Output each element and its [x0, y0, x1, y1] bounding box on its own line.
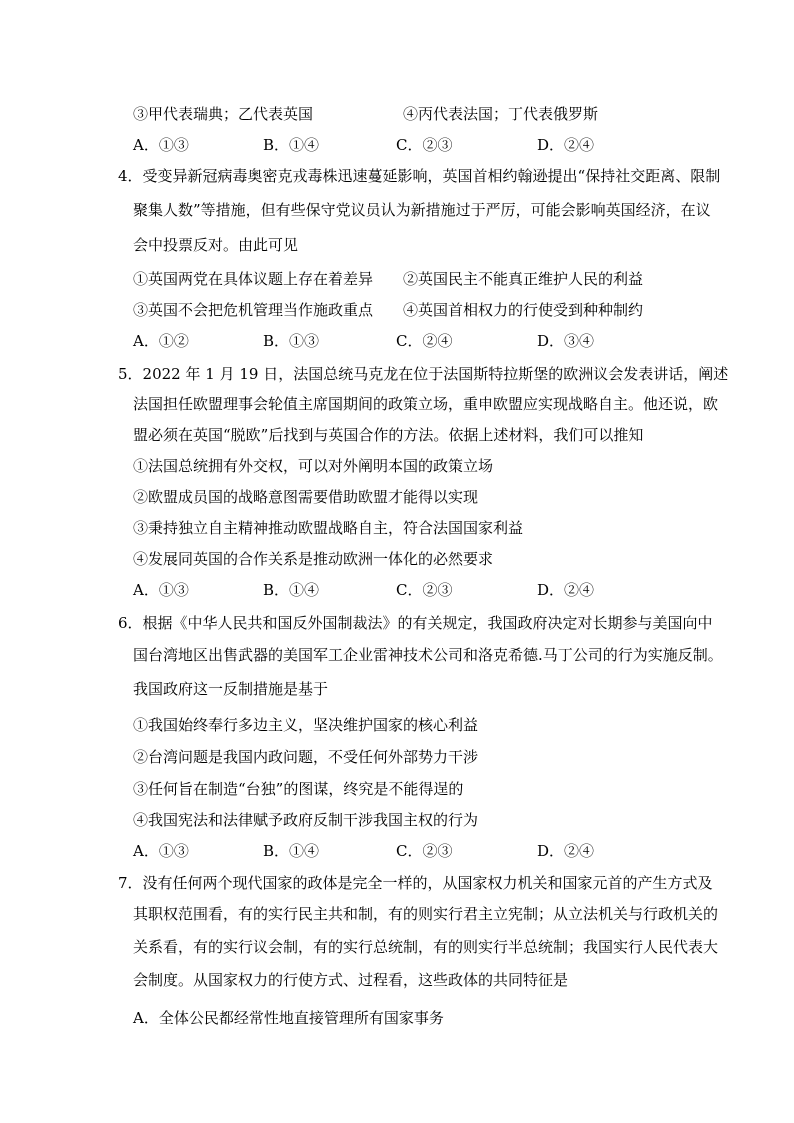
q5-stem-line-1: 5．2022 年 1 月 19 日，法国总统马克龙在位于法国斯特拉斯堡的欧洲议会发表讲话，阐述: [118, 365, 729, 383]
q4-item-2: ②英国民主不能真正维护人民的利益: [403, 270, 644, 288]
q5-item-3: ③秉持独立自主精神推动欧盟战略自主，符合法国国家利益: [133, 519, 524, 537]
q4-stem-line-2: 聚集人数”等措施，但有些保守党议员认为新措施过于严厉，可能会影响英国经济，在议: [133, 201, 711, 219]
q6-option-b: B．①④: [263, 842, 320, 860]
q6-option-c: C．②③: [396, 842, 453, 860]
q5-stem-line-3: 盟必须在英国“脱欧”后找到与英国合作的方法。依据上述材料，我们可以推知: [133, 426, 644, 444]
q5-item-1: ①法国总统拥有外交权，可以对外阐明本国的政策立场: [133, 457, 494, 475]
q5-item-2: ②欧盟成员国的战略意图需要借助欧盟才能得以实现: [133, 488, 479, 506]
q6-item-4: ④我国宪法和法律赋予政府反制干涉我国主权的行为: [133, 811, 479, 829]
q6-item-3: ③任何旨在制造“台独”的图谋，终究是不能得逞的: [133, 780, 464, 798]
q7-option-a: A．全体公民都经常性地直接管理所有国家事务: [133, 1009, 444, 1027]
q7-stem-line-1: 7．没有任何两个现代国家的政体是完全一样的，从国家权力机关和国家元首的产生方式及: [118, 874, 713, 892]
q6-stem-line-3: 我国政府这一反制措施是基于: [133, 680, 329, 698]
q5-stem-line-2: 法国担任欧盟理事会轮值主席国期间的政策立场，重申欧盟应实现战略自主。他还说，欧: [133, 395, 719, 413]
q7-stem-line-4: 会制度。从国家权力的行使方式、过程看，这些政体的共同特征是: [133, 971, 569, 989]
q3-option-a: A．①③: [133, 136, 189, 154]
q5-option-d: D．②④: [537, 581, 595, 599]
q3-option-c: C．②③: [396, 136, 453, 154]
q6-item-1: ①我国始终奉行多边主义，坚决维护国家的核心利益: [133, 716, 479, 734]
q4-option-b: B．①③: [263, 332, 320, 350]
q5-item-4: ④发展同英国的合作关系是推动欧洲一体化的必然要求: [133, 550, 494, 568]
q3-option-d: D．②④: [537, 136, 595, 154]
q3-option-b: B．①④: [263, 136, 320, 154]
q4-option-a: A．①②: [133, 332, 189, 350]
q4-stem-line-1: 4．受变异新冠病毒奥密克戎毒株迅速蔓延影响，英国首相约翰逊提出“保持社交距离、限制: [118, 167, 721, 185]
q3-item-3: ③甲代表瑞典；乙代表英国: [133, 105, 314, 123]
q7-stem-line-2: 其职权范围看，有的实行民主共和制，有的则实行君主立宪制；从立法机关与行政机关的: [133, 905, 719, 923]
q4-stem-line-3: 会中投票反对。由此可见: [133, 236, 299, 254]
q4-item-1: ①英国两党在具体议题上存在着差异: [133, 270, 374, 288]
q4-item-4: ④英国首相权力的行使受到种种制约: [403, 301, 644, 319]
q4-option-d: D．③④: [537, 332, 595, 350]
q5-option-b: B．①④: [263, 581, 320, 599]
q3-item-4: ④丙代表法国；丁代表俄罗斯: [403, 105, 599, 123]
q7-stem-line-3: 关系看，有的实行议会制，有的实行总统制，有的则实行半总统制；我国实行人民代表大: [133, 938, 719, 956]
q6-stem-line-1: 6．根据《中华人民共和国反外国制裁法》的有关规定，我国政府决定对长期参与美国向中: [118, 614, 713, 632]
q5-option-a: A．①③: [133, 581, 189, 599]
q6-item-2: ②台湾问题是我国内政问题，不受任何外部势力干涉: [133, 748, 479, 766]
q6-stem-line-2: 国台湾地区出售武器的美国军工企业雷神技术公司和洛克希德.马丁公司的行为实施反制。: [133, 646, 723, 664]
q5-option-c: C．②③: [396, 581, 453, 599]
q4-item-3: ③英国不会把危机管理当作施政重点: [133, 301, 374, 319]
q6-option-d: D．②④: [537, 842, 595, 860]
q6-option-a: A．①③: [133, 842, 189, 860]
q4-option-c: C．②④: [396, 332, 453, 350]
